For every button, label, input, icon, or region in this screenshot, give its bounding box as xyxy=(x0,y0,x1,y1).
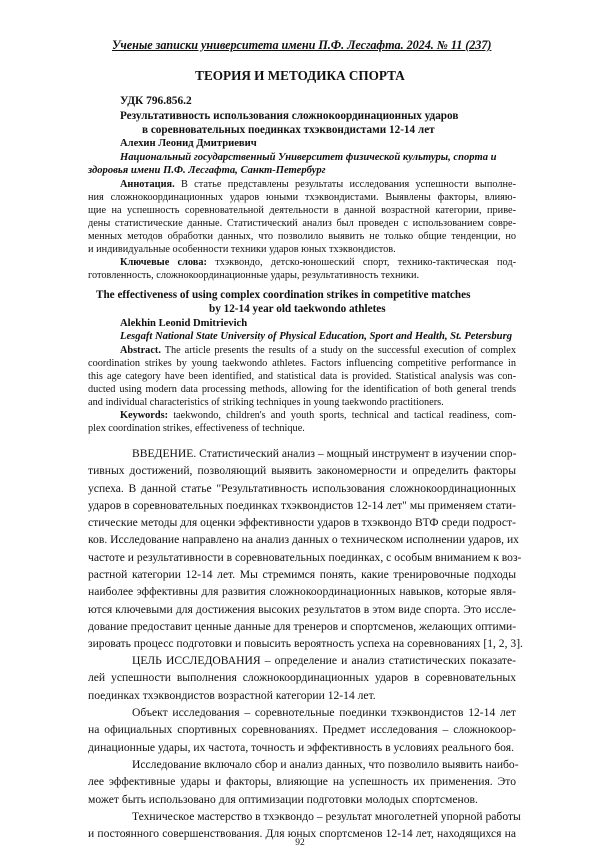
ru-affiliation-line-1: Национальный государственный Университет физической культуры, спорта и xyxy=(120,152,497,163)
en-title-line-1: The effectiveness of using complex coordination strikes in competitive matches xyxy=(96,289,470,301)
body-line: тивных достижений, позволяющий выявить закономерности и определить факторы xyxy=(88,462,516,479)
body-line: дование предоставит ценные данные для тренеров и спортсменов, желающих оптими- xyxy=(88,618,516,635)
ru-title-line-2: в соревновательных поединках тхэквондистами 12-14 лет xyxy=(142,124,435,136)
en-author: Alekhin Leonid Dmitrievich xyxy=(120,318,247,329)
en-keywords-label: Keywords: xyxy=(120,410,168,421)
body-paragraph-method xyxy=(88,756,516,808)
body-line: ЦЕЛЬ ИССЛЕДОВАНИЯ – определение и анализ статистических показате- xyxy=(88,652,516,669)
ru-abstract-line: щие на успешность соревновательной деятельности в данной возрастной категории, приве- xyxy=(88,205,516,218)
body-line: ются ключевыми для достижения высоких результатов в этом виде спорта. Это иссле- xyxy=(88,601,516,618)
body-line: на официальных спортивных соревнованиях. Предмет исследования – сложнокоор- xyxy=(88,721,516,738)
en-abstract xyxy=(88,345,516,410)
ru-author: Алехин Леонид Дмитриевич xyxy=(120,138,257,149)
en-keywords-line: plex coordination strikes, effectiveness of technique. xyxy=(88,423,516,436)
ru-keywords-line: Ключевые слова: тхэквондо, детско-юношеский спорт, технико-тактическая под- xyxy=(88,257,516,270)
ru-abstract-line: ния сложнокоординационных ударов юными тхэквондистами. Выявлены факторы, влияю- xyxy=(88,192,516,205)
ru-abstract-line: дены статистические данные. Статистический анализ был проведен с использованием совре- xyxy=(88,218,516,231)
en-keywords xyxy=(88,410,516,436)
body-line: и постоянного совершенствования. Для юных спортсменов 12-14 лет, находящихся на xyxy=(88,825,516,842)
body-line: поединках тхэквондистов возрастной категории 12-14 лет. xyxy=(88,687,516,704)
article-page xyxy=(0,0,600,852)
en-affiliation: Lesgaft National State University of Physical Education, Sport and Health, St. Petersburg xyxy=(120,331,512,342)
udc-code: УДК 796.856.2 xyxy=(120,95,192,107)
body-line: ударов в соревновательных поединках тхэквондистов 12-14 лет" мы применяем стати- xyxy=(88,497,516,514)
en-title-line-2: by 12-14 year old taekwondo athletes xyxy=(209,303,386,315)
ru-keywords-label: Ключевые слова: xyxy=(120,257,207,268)
body-line: ков. Исследование направлено на анализ данных о техническом исполнении ударов, их xyxy=(88,531,516,548)
en-abstract-line: this age category have been identified, and statistical data is provided. Statistical analysis was con- xyxy=(88,371,516,384)
body-paragraph-goal xyxy=(88,652,516,704)
ru-keywords-line: готовленность, сложнокоординационные удары, результативность техники. xyxy=(88,270,516,283)
body-line: ВВЕДЕНИЕ. Статистический анализ – мощный инструмент в изучении спор- xyxy=(88,445,516,462)
body-line: лее эффективные удары и факторы, влияющие на успешность их применения. Это xyxy=(88,773,516,790)
body-line: наиболее эффективны для развития сложнокоординационных навыков, которые явля- xyxy=(88,583,516,600)
body-line: Объект исследования – соревнотельные поединки тхэквондистов 12-14 лет xyxy=(88,704,516,721)
ru-abstract-label: Аннотация. xyxy=(120,179,175,190)
body-line: частоте и результативности в соревновательных поединках, с особым вниманием к воз- xyxy=(88,549,516,566)
en-abstract-line: coordination strikes by young taekwondo athletes. Factors influencing competitive performance in xyxy=(88,358,516,371)
page-number: 92 xyxy=(0,838,600,848)
en-abstract-line: and individual characteristics of striking techniques in young taekwondo practitioners. xyxy=(88,397,516,410)
body-line: динационные удары, их частота, точность и эффективность в условиях реального боя. xyxy=(88,739,516,756)
ru-abstract xyxy=(88,179,516,256)
body-paragraph-object xyxy=(88,704,516,756)
body-line: успеха. В данной статье "Результативность использования сложнокоординационных xyxy=(88,480,516,497)
journal-header: Ученые записки университета имени П.Ф. Лесгафта. 2024. № 11 (237) xyxy=(112,38,520,53)
ru-abstract-line: и индивидуальные особенности техники ударов юных тхэквондистов. xyxy=(88,244,516,257)
en-keywords-line: Keywords: taekwondo, children's and youth sports, technical and tactical readiness, com- xyxy=(88,410,516,423)
body-line: стические методы для оценки эффективности ударов в тхэквондо ВТФ среди подрост- xyxy=(88,514,516,531)
body-line: Техническое мастерство в тхэквондо – результат многолетней упорной работы xyxy=(88,808,516,825)
body-paragraph-introduction xyxy=(88,445,516,653)
body-line: зировать процесс подготовки и повысить вероятность успеха на соревнованиях [1, 2, 3]. xyxy=(88,635,516,652)
body-line: лей успешности выполнения сложнокоординационных ударов в соревновательных xyxy=(88,669,516,686)
en-abstract-line: ducted using modern data processing methods, allowing for the identification of both general trends xyxy=(88,384,516,397)
en-abstract-label: Abstract. xyxy=(120,345,161,356)
ru-abstract-line: Аннотация. В статье представлены результаты исследования успешности выполне- xyxy=(88,179,516,192)
ru-affiliation-line-2: здоровья имени П.Ф. Лесгафта, Санкт-Петербург xyxy=(88,165,326,176)
section-title: ТЕОРИЯ И МЕТОДИКА СПОРТА xyxy=(0,68,600,84)
body-line: может быть использовано для оптимизации подготовки молодых спортсменов. xyxy=(88,791,516,808)
en-abstract-line: Abstract. The article presents the results of a study on the successful execution of complex xyxy=(88,345,516,358)
body-line: растной категории 12-14 лет. Мы стремимся понять, какие тренировочные подходы xyxy=(88,566,516,583)
body-line: Исследование включало сбор и анализ данных, что позволило выявить наибо- xyxy=(88,756,516,773)
ru-title-line-1: Результативность использования сложнокоординационных ударов xyxy=(120,110,458,122)
ru-keywords xyxy=(88,257,516,283)
ru-abstract-line: менных методов обработки данных, что позволило выявить не только общие тенденции, но xyxy=(88,231,516,244)
